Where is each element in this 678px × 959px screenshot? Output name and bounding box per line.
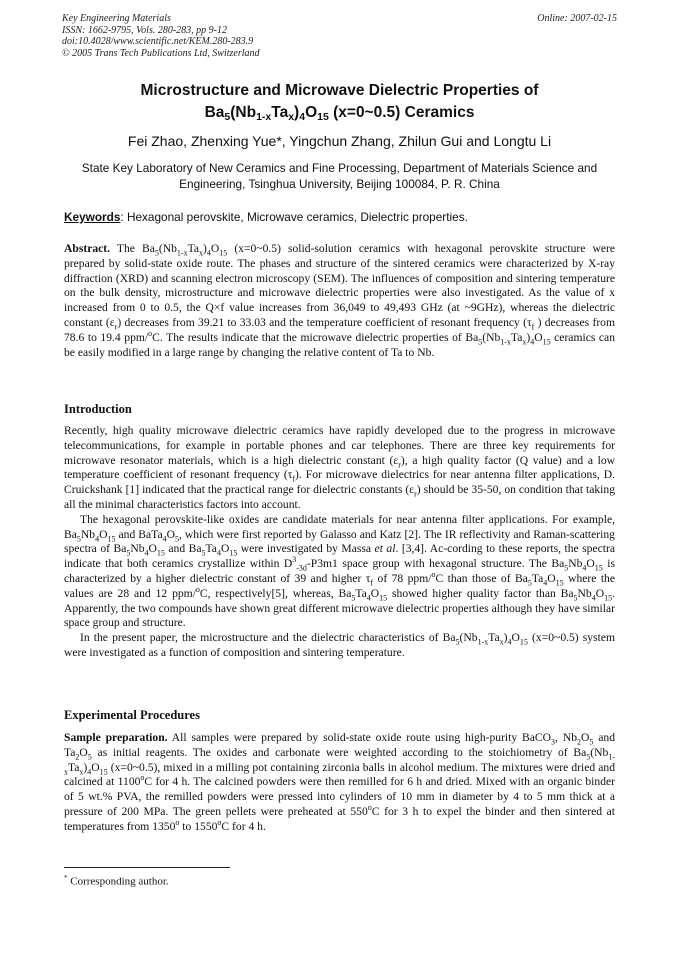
footnote-rule	[64, 867, 230, 868]
title-line-2: $Ba_5(Nb_{1-x}Ta_x)_4O_{15}$ (x=0~0.5) Ceramics	[204, 104, 475, 123]
intro-paragraph-2: The hexagonal perovskite-like oxides are candidate materials for near antenna filter applications. For example, $Ba_5Nb_4O_{15}$ and $BaTa_4O_5$, which were first reported by Galasso and Katz [2]. The IR reflectivity and Raman-scattering spectra of $Ba_5Nb_4O_{15}$ and $Ba_5Ta_4O_{15}$ were investigated by Massa et al. [3,4]. Ac-cording to these reports, the spectra indicate that both ceramics crystallize within $D^3_{-3d}-P3m1$ space group with hexagonal structure. The $Ba_5Nb_4O_{15}$ is characterized by a higher dielectric constant of 39 and higher $\tau_f$ of 78 ppm/$^o$C than those of $Ba_5Ta_4O_{15}$ where the values are 28 and 12 ppm/$^o$C, respectively[5], whereas, $Ba_5Ta_4O_{15}$ showed higher quality factor than $Ba_5Nb_4O_{15}$. Apparently, the two compounds have shown great different microwave dielectric properties although they have similar space group and structure.	[64, 512, 615, 630]
intro-paragraph-3: In the present paper, the microstructure and the dielectric characteristics of $Ba_5(Nb_{1-x}Ta_x)_4O_{15}$ (x=0~0.5) system were investigated as a function of composition and sintering temperature.	[64, 631, 616, 659]
abstract-label: Abstract.	[64, 242, 111, 255]
introduction-heading: Introduction	[64, 402, 132, 416]
title-line-1: Microstructure and Microwave Dielectric Properties of	[140, 82, 539, 99]
paper-title	[62, 80, 617, 124]
journal-header	[62, 13, 617, 59]
doi: doi:10.4028/www.scientific.net/KEM.280-283.9	[62, 36, 254, 47]
experimental-heading: Experimental Procedures	[64, 708, 200, 722]
author-list: Fei Zhao, Zhenxing Yue*, Yingchun Zhang, Zhilun Gui and Longtu Li	[127, 133, 552, 149]
footnote-text: Corresponding author.	[67, 875, 169, 888]
online-date: Online: 2007-02-15	[537, 13, 617, 24]
sample-preparation-label: Sample preparation.	[64, 731, 168, 744]
keywords-text: : Hexagonal perovskite, Microwave ceramics, Dielectric properties.	[120, 210, 468, 224]
copyright: © 2005 Trans Tech Publications Ltd, Switzerland	[62, 47, 260, 59]
keywords-label: Keywords	[64, 210, 121, 224]
affiliation: State Key Laboratory of New Ceramics and Fine Processing, Department of Materials Science and Engineering, Tsinghua University, Beijing 100084, P. R. China	[81, 161, 598, 191]
experimental-body: Sample preparation. All samples were prepared by solid-state oxide route using high-purity BaCO$_3$, $Nb_2O_5$ and $Ta_2O_5$ as initial reagents. The oxides and carbonate were weighted according to the stoichiometry of $Ba_5(Nb_{1-x}Ta_x)_4O_{15}$ (x=0~0.5), mixed in a milling pot containing zirconia balls in alcohol medium. The mixtures were dried and calcined at 1100$^o$C for 4 h. The calcined powders were then remilled for 6 h and dried. Mixed with an organic binder of 5 wt.% PVA, the remilled powders were pressed into cylinders of 10 mm in diameter by 4 to 5 mm thick at a pressure of 200 MPa. The green pellets were preheated at 550$^o$C for 3 h to expel the binder and then sintered at temperatures from 1350$^o$ to 1550$^o$C for 4 h.	[64, 731, 616, 833]
abstract: Abstract. The $Ba_5(Nb_{1-x}Ta_x)_4O_{15}$ (x=0~0.5) solid-solution ceramics with hexagonal perovskite structure were prepared by solid-state oxide route. The phases and structure of the sintered ceramics were characterized by X-ray diffraction (XRD) and scanning electron microscopy (SEM). The influences of composition and sintering temperature on the bulk density, microstructure and microwave dielectric properties were also investigated. As the value of x increased from 0 to 0.5, the Q×f value increases from 36,049 to 49,493 GHz (at ~9GHz), whereas the dielectric constant $(\varepsilon_r)$ decreases from 39.21 to 33.03 and the temperature coefficient of resonant frequency ($\tau_f$ ) decreases from 78.6 to 19.4 ppm/$^o$C. The results indicate that the microwave dielectric properties of $Ba_5(Nb_{1-x}Ta_x)_4O_{15}$ ceramics can be easily modified in a large range by changing the relative content of Ta to Nb.	[64, 242, 615, 359]
issn: ISSN: 1662-9795, Vols. 280-283, pp 9-12	[62, 24, 227, 36]
journal-name: Key Engineering Materials	[62, 13, 171, 24]
footnote	[64, 874, 169, 888]
keywords	[64, 210, 617, 224]
footnote-mark: *	[64, 874, 68, 882]
introduction-body	[64, 424, 615, 661]
intro-paragraph-1: Recently, high quality microwave dielectric ceramics have rapidly developed due to the progress in microwave telecommunications, for example in portable phones and car telephones. There are three key requirements for microwave resonator materials, which is a high dielectric constant $(\varepsilon_r)$, a high quality factor (Q value) and a low temperature coefficient of resonant frequency $(\tau_f)$. For microwave dielectrics for near antenna filter applications, D. Cruickshank [1] indicated that the practical range for dielectric constants $(\varepsilon_r)$ should be 35-50, on condition that taking all the minimal characteristics factors into account.	[64, 424, 616, 511]
